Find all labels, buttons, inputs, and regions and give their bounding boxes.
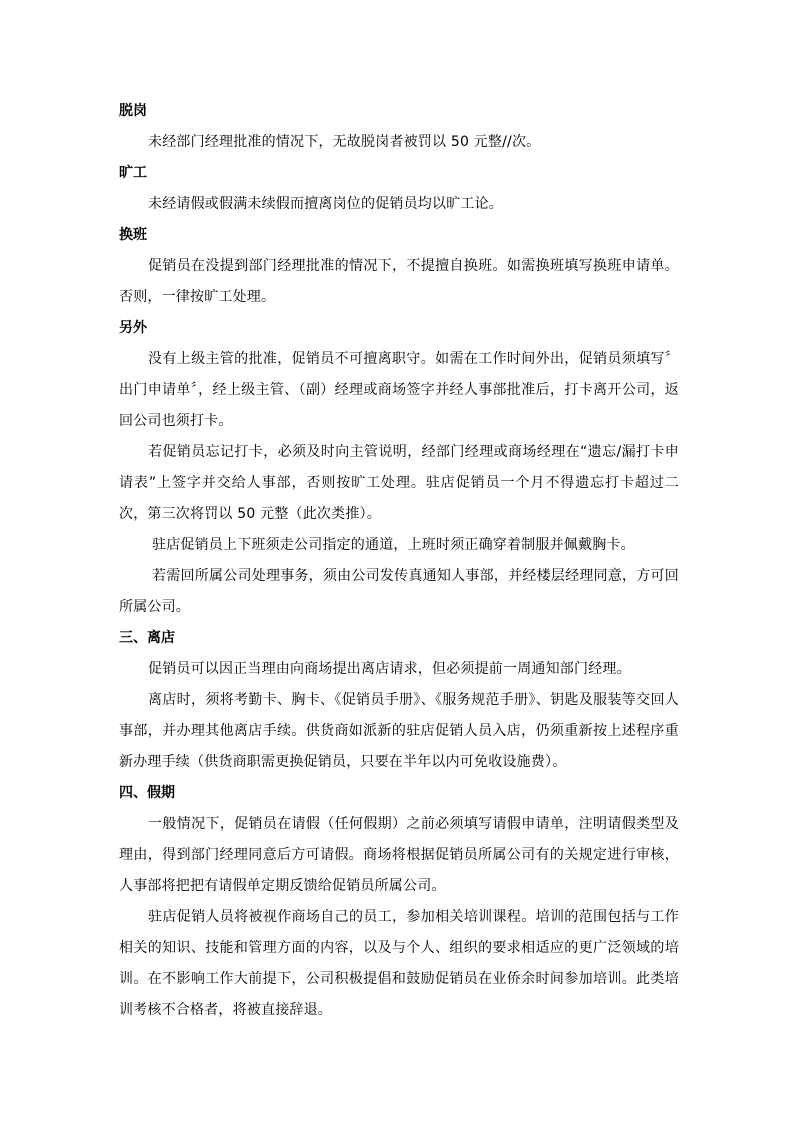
paragraph-forgot-clock-rule: 若促销员忘记打卡，必须及时向主管说明，经部门经理或商场经理在“遗忘/漏打卡申请表”上签字并交给人事部，否则按旷工处理。驻店促销员一个月不得遗忘打卡超过二次，第三次将罚以 50 元整（此次类推）。	[119, 444, 679, 522]
paragraph-shift-swap-rule: 促销员在没提到部门经理批准的情况下，不提擅自换班。如需换班填写换班申请单。否则，一律按旷工处理。	[119, 258, 679, 305]
paragraph-leave-request-rule: 促销员可以因正当理由向商场提出离店请求，但必须提前一周通知部门经理。	[148, 661, 631, 677]
paragraph-entrance-rule: 驻店促销员上下班须走公司指定的通道，上班时须正确穿着制服并佩戴胸卡。	[152, 537, 635, 553]
paragraph-truancy-rule: 未经请假或假满未续假而擅离岗位的促销员均以旷工论。	[148, 196, 503, 212]
section-heading-shift-swap: 换班	[119, 227, 147, 243]
paragraph-absence-rule: 未经部门经理批准的情况下，无故脱岗者被罚以 50 元整//次。	[148, 134, 541, 150]
paragraph-holiday-request-rule: 一般情况下，促销员在请假（任何假期）之前必须填写请假申请单，注明请假类型及理由，得到部门经理同意后方可请假。商场将根据促销员所属公司有的关规定进行审核，人事部将把把有请假单定期反馈给促销员所属公司。	[119, 816, 679, 894]
section-heading-leaving-store: 三、离店	[119, 630, 175, 646]
section-heading-holidays: 四、假期	[119, 785, 175, 801]
section-heading-absence: 脱岗	[119, 103, 147, 119]
paragraph-leave-post-rule: 没有上级主管的批准，促销员不可擅离职守。如需在工作时间外出，促销员须填写〞出门申请单〞，经上级主管、（副）经理或商场签字并经人事部批准后，打卡离开公司，返回公司也须打卡。	[119, 351, 679, 429]
paragraph-return-company-rule: 若需回所属公司处理事务，须由公司发传真通知人事部，并经楼层经理同意，方可回所属公司。	[119, 568, 679, 615]
section-heading-truancy: 旷工	[119, 165, 147, 181]
section-heading-additional: 另外	[119, 320, 147, 336]
document-body	[119, 96, 679, 1026]
paragraph-leave-procedure-rule: 离店时，须将考勤卡、胸卡、《促销员手册》、《服务规范手册》、钥匙及服装等交回人事部，并办理其他离店手续。供货商如派新的驻店促销人员入店，仍须重新按上述程序重新办理手续（供货商职需更换促销员，只要在半年以内可免收设施费）。	[119, 692, 679, 770]
paragraph-training-rule: 驻店促销人员将被视作商场自己的员工，参加相关培训课程。培训的范围包括与工作相关的知识、技能和管理方面的内容，以及与个人、组织的要求相适应的更广泛领域的培训。在不影响工作大前提下，公司积极提倡和鼓励促销员在业侨余时间参加培训。此类培训考核不合格者，将被直接辞退。	[119, 909, 679, 1018]
